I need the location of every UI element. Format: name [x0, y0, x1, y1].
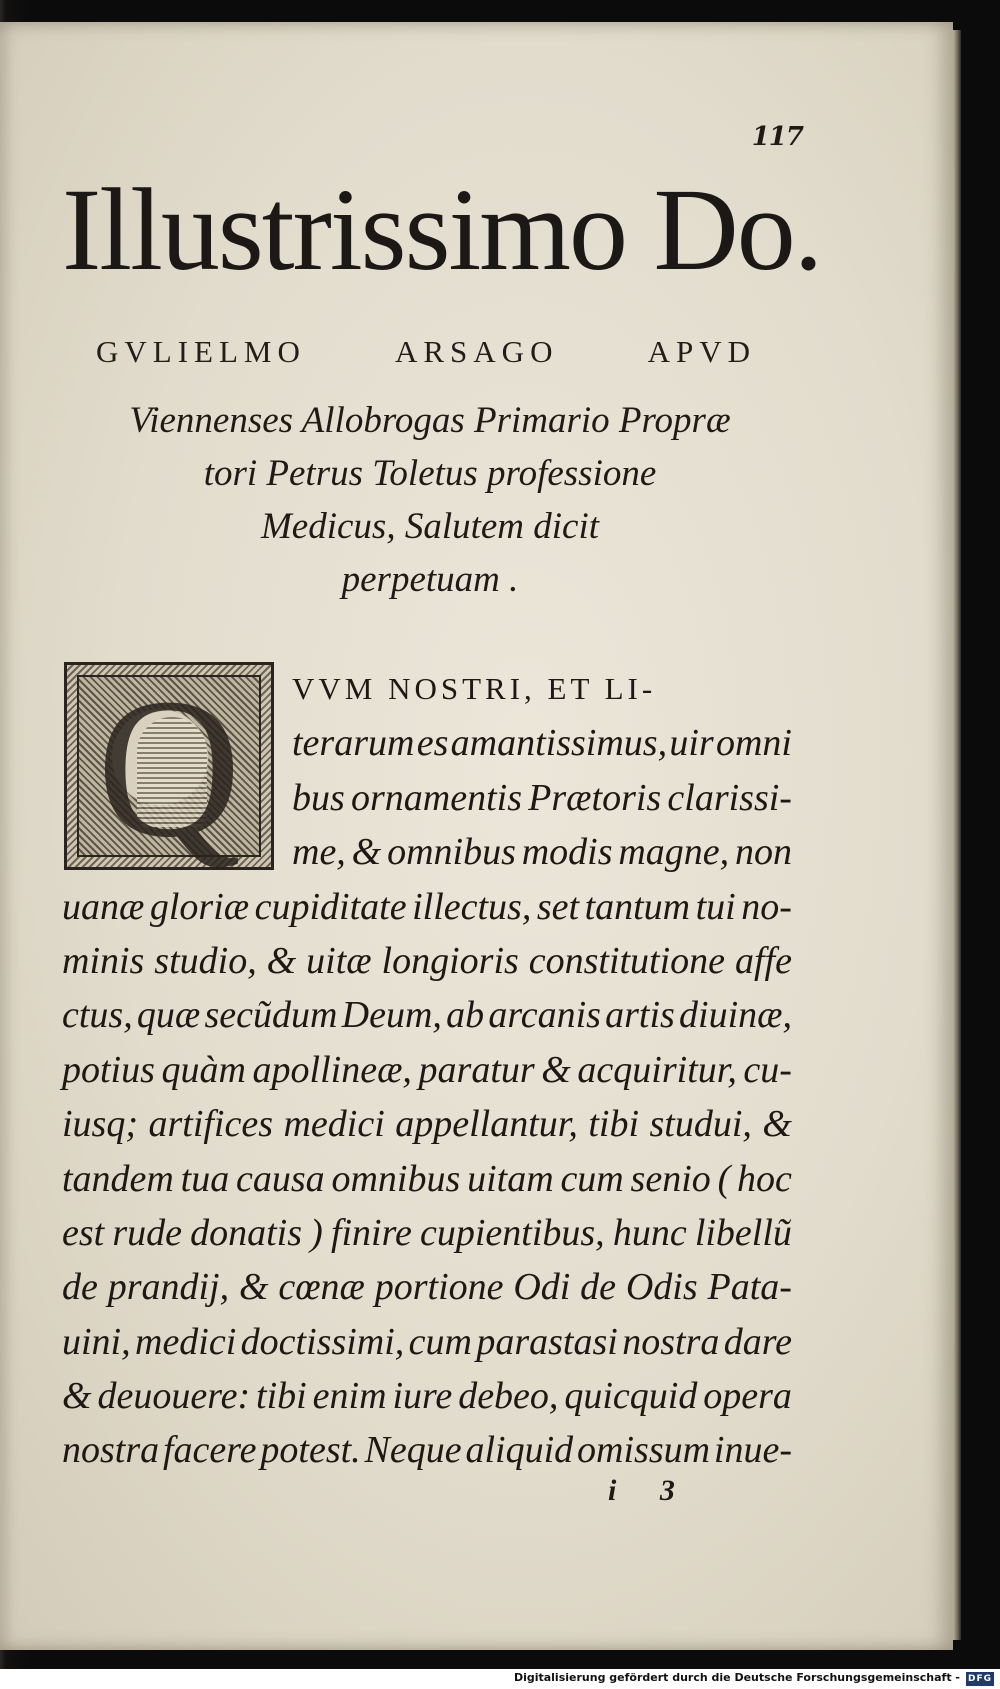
caps-word: GVLIELMO — [96, 334, 306, 369]
signature-mark: i 3 — [608, 1474, 693, 1507]
body-line: bus ornamentis Prætoris clarissi- — [292, 776, 792, 819]
initial-letter: Q — [96, 662, 242, 870]
body-text — [62, 662, 792, 1478]
body-line: ctus, quæ secũdum Deum, ab arcanis artis diuinæ, — [62, 994, 792, 1037]
page-edge — [953, 30, 961, 1640]
body-line: & deuouere: tibi enim iure debeo, quicquid opera — [62, 1375, 792, 1418]
body-line: tandem tua causa omnibus uitam cum senio ( hoc — [62, 1157, 792, 1200]
body-line: iusq; artifices medici appellantur, tibi studui, & — [62, 1103, 792, 1146]
dedication-block — [60, 394, 800, 606]
body-first-line: VVM NOSTRI, ET LI- — [292, 671, 657, 706]
dfg-logo-icon: DFG — [967, 1674, 992, 1684]
body-line: nostra facere potest. Neque aliquid omissum inue- — [62, 1429, 792, 1472]
dedication-line: tori Petrus Toletus professione — [203, 453, 657, 494]
book-page — [0, 22, 953, 1650]
addressee-caps-line — [96, 334, 756, 370]
dedication-line: Viennenses Allobrogas Primario Propræ — [129, 400, 731, 441]
body-line: est rude donatis ) finire cupientibus, hunc libellũ — [62, 1211, 792, 1254]
body-line: uanæ gloriæ cupiditate illectus, set tantum tui no- — [62, 885, 792, 928]
footer-credit: Digitalisierung gefördert durch die Deutsche Forschungsgemeinschaft - — [513, 1671, 960, 1684]
caps-word: APVD — [647, 334, 756, 369]
page-number: 117 — [751, 122, 803, 152]
dedication-line: perpetuam . — [341, 559, 519, 600]
caps-word: ARSAGO — [394, 334, 559, 369]
body-line: minis studio, & uitæ longioris constitutione affe — [62, 939, 792, 982]
body-line: de prandij, & cœnæ portione Odi de Odis Pata- — [62, 1266, 792, 1309]
body-line: potius quàm apollineæ, paratur & acquiritur, cu- — [62, 1048, 792, 1091]
footer-bar — [0, 1669, 1000, 1689]
dedication-line: Medicus, Salutem dicit — [260, 506, 600, 547]
page-title: Illustrissimo Do. — [62, 164, 822, 295]
body-line: me, & omnibus modis magne, non — [292, 831, 792, 874]
body-line: terarum es amantissimus, uir omni — [292, 722, 792, 765]
body-line: uini, medici doctissimi, cum parastasi nostra dare — [62, 1320, 792, 1363]
